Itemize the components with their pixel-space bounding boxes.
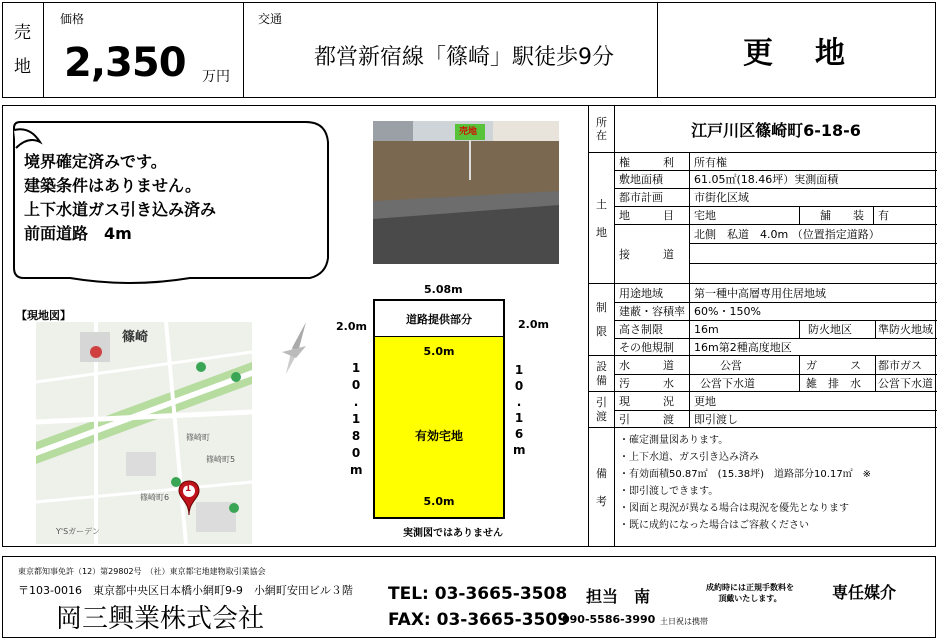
photo-sign: 売地: [459, 127, 478, 137]
land-type: 更 地: [743, 36, 851, 71]
note-line: 境界確定済みです。: [24, 152, 167, 171]
restrict-label: 制 限: [589, 284, 615, 356]
field-value: 所有権: [689, 153, 727, 170]
kind-label: 売 地: [14, 23, 31, 77]
field-label: 建蔽・容積率: [619, 305, 685, 318]
company-name: 岡三興業株式会社: [56, 604, 265, 634]
field-label: 高さ制限: [619, 323, 663, 336]
remark-item: ・上下水道、ガス引き込み済み: [619, 452, 759, 463]
handover-label: 引 渡: [589, 392, 615, 428]
field-label: その他規制: [619, 341, 674, 354]
restrict-row: [615, 302, 937, 321]
restrict-rows: [615, 284, 937, 356]
restrict-row: [615, 320, 937, 339]
location-map: [36, 322, 252, 544]
depth-char: .: [353, 395, 359, 409]
price-value: 2,350: [64, 40, 186, 86]
staff-name: 南: [634, 587, 651, 606]
equip-label: 設 備: [589, 356, 615, 392]
location-row: [589, 105, 937, 153]
restrict-section: [589, 284, 937, 356]
remark-item: ・有効面積50.87㎡ (15.38坪) 道路部分10.17㎡ ※: [619, 469, 872, 480]
kind-label-cell: [2, 2, 44, 98]
effective-label: 有効宅地: [414, 429, 463, 443]
land-row: [615, 170, 937, 189]
field-value: 有: [873, 206, 889, 224]
field-value: 16m: [689, 320, 799, 338]
depth-char: .: [516, 395, 522, 409]
field-label: 防火地区: [799, 320, 875, 338]
mobile-number: 090-5586-3990: [562, 613, 656, 626]
map-title: 【現地図】: [16, 309, 71, 322]
transport-label: 交通: [258, 12, 283, 26]
field-value: 更地: [689, 392, 716, 410]
depth-char: 0: [351, 378, 361, 392]
brokerage-type: 専任媒介: [832, 583, 897, 602]
depth-char: 1: [351, 361, 361, 375]
price-unit: 万円: [202, 69, 230, 85]
handover-section: [589, 392, 937, 428]
land-row: [615, 224, 937, 284]
note-line: 前面道路 4m: [24, 224, 132, 243]
land-row: [615, 206, 937, 225]
map-station-label: 篠崎: [122, 330, 149, 345]
remark-item: ・既に成約になった場合はご容赦ください: [619, 520, 809, 531]
field-value: 60%・150%: [689, 302, 761, 320]
remark-item: ・即引渡しできます。: [619, 486, 719, 497]
field-value: 公営下水道: [689, 374, 799, 392]
land-type-cell: [658, 2, 936, 98]
field-value: 準防火地域: [875, 320, 933, 338]
location-label: 所 在: [589, 105, 615, 153]
depth-char: m: [350, 463, 363, 477]
field-value: 公営: [689, 356, 799, 374]
field-label: 都市計画: [619, 191, 663, 204]
map-area-label: 篠崎町5: [206, 455, 236, 464]
road-part-area: [375, 301, 503, 337]
field-value: 61.05㎡(18.46坪）実測面積: [689, 170, 838, 188]
remarks-section: [589, 428, 937, 547]
staff-label: 担当: [586, 587, 619, 606]
field-label: 雑 排 水: [799, 374, 875, 392]
land-rows: [615, 153, 937, 284]
depth-char: 1: [514, 363, 524, 377]
map-area-label: 篠崎町: [186, 433, 210, 442]
field-value: 北側 私道 4.0m （位置指定道路）: [690, 224, 937, 244]
field-value: 16m第2種高度地区: [689, 338, 792, 356]
location-value: 江戸川区篠崎町6-18-6: [691, 120, 861, 140]
road-part-label: 道路提供部分: [406, 312, 472, 326]
field-label: 引 渡: [619, 413, 674, 426]
notes-bubble: [24, 150, 324, 246]
map-drawing: [36, 322, 252, 544]
depth-char: m: [513, 443, 526, 457]
field-value: 都市ガス: [875, 356, 922, 374]
field-label: 舗 装: [799, 206, 873, 224]
inner-top-width: 5.0m: [423, 345, 455, 358]
north-compass-icon: [276, 318, 316, 378]
holiday-note: 土日祝は携帯: [660, 617, 708, 626]
tel-number: TEL: 03-3665-3508: [388, 584, 568, 604]
land-section: [589, 153, 937, 284]
plot-diagram: [373, 299, 505, 519]
price-label: 価格: [60, 12, 85, 26]
field-label: 地 目: [619, 209, 674, 222]
note-line: 建築条件はありません。: [24, 176, 201, 195]
field-label: 敷地面積: [619, 173, 663, 186]
field-label: 接 道: [619, 248, 674, 261]
note-line: 上下水道ガス引き込み済み: [24, 200, 217, 219]
plot-top-width: 5.08m: [424, 283, 463, 296]
depth-char: 8: [351, 429, 361, 443]
empty-line: [690, 244, 937, 264]
transport-cell: [244, 2, 658, 98]
depth-char: 1: [351, 412, 361, 426]
equip-rows: [615, 356, 937, 392]
equip-section: [589, 356, 937, 392]
remark-item: ・図面と現況が異なる場合は現況を優先となります: [619, 503, 849, 514]
transport-value: 都営新宿線「篠崎」駅徒歩9分: [314, 45, 614, 70]
site-photo: [373, 121, 559, 264]
field-label: ガ ス: [799, 356, 875, 374]
map-area-label: 篠崎町6: [140, 493, 170, 502]
map-area-label: Y'Sガーデン: [56, 527, 101, 536]
road-left-label: 2.0m: [336, 320, 367, 333]
field-value: 宅地: [689, 206, 799, 224]
fee-note-line: 頂戴いたします。: [718, 594, 782, 603]
field-value: 公営下水道: [875, 374, 933, 392]
equip-row: [615, 356, 937, 375]
right-depth: [513, 362, 525, 458]
depth-char: 0: [514, 379, 524, 393]
restrict-row: [615, 284, 937, 303]
remarks-label: 備 考: [589, 428, 615, 547]
remarks-list: [619, 432, 935, 534]
road-right-label: 2.0m: [518, 318, 549, 331]
field-label: 用途地域: [619, 287, 663, 300]
field-label: 水 道: [619, 359, 674, 372]
field-label: 権 利: [619, 155, 674, 169]
land-label: 土 地: [589, 153, 615, 284]
frontage-cells: [689, 224, 937, 284]
left-depth: [350, 360, 362, 479]
handover-row: [615, 392, 937, 411]
field-label: 汚 水: [619, 377, 674, 390]
handover-row: [615, 410, 937, 428]
field-label: 現 況: [619, 395, 674, 408]
address-text: 〒103-0016 東京都中央区日本橋小網町9-9 小網町安田ビル３階: [18, 584, 353, 597]
land-row: [615, 153, 937, 171]
detail-table: [588, 105, 936, 547]
depth-char: 1: [514, 411, 524, 425]
field-value: 市街化区域: [689, 188, 749, 206]
handover-rows: [615, 392, 937, 428]
plot-disclaimer: 実測図ではありません: [403, 528, 503, 539]
inner-bottom-width: 5.0m: [423, 495, 455, 508]
price-cell: [44, 2, 244, 98]
depth-char: 0: [351, 446, 361, 460]
field-value: 第一種中高層専用住居地域: [689, 284, 826, 302]
map-pin-number: 1: [185, 484, 192, 494]
depth-char: 6: [514, 427, 524, 441]
fax-number: FAX: 03-3665-3509: [388, 610, 570, 630]
restrict-row: [615, 338, 937, 356]
fee-note: [690, 582, 810, 604]
field-value: 即引渡し: [689, 410, 738, 428]
site-photo-drawing: [373, 121, 559, 264]
fee-note-line: 成約時には正規手数料を: [706, 583, 794, 592]
equip-row: [615, 374, 937, 392]
land-row: [615, 188, 937, 207]
remark-item: ・確定測量図あります。: [619, 435, 729, 446]
license-text: 東京都知事免許（12）第29802号 （社）東京都宅地建物取引業協会: [18, 567, 266, 576]
